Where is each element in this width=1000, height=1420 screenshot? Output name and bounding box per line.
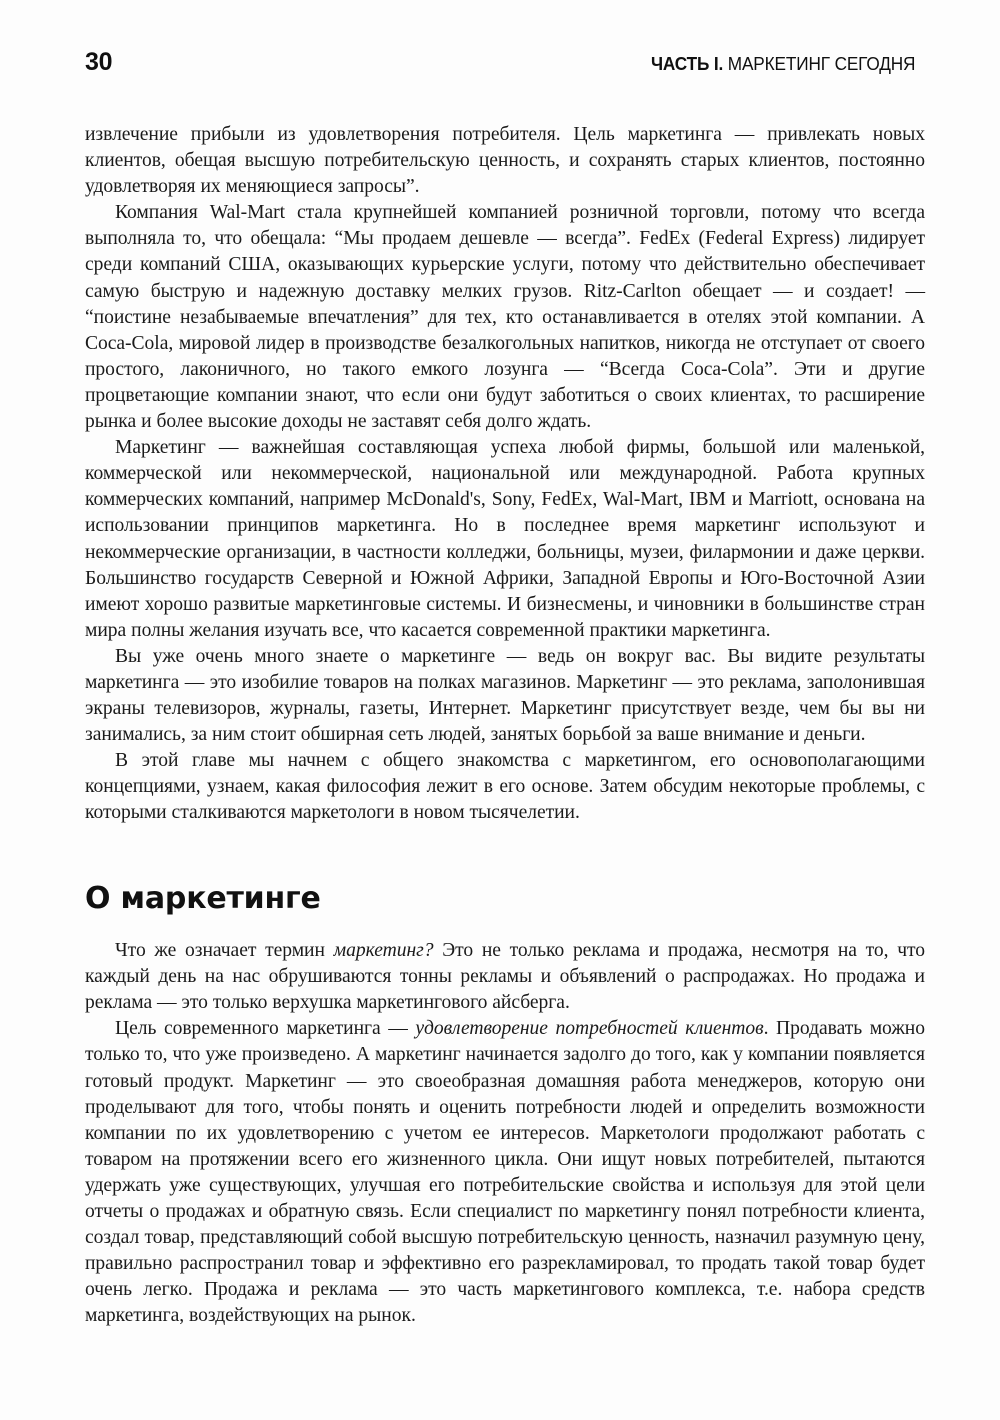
paragraph: Что же означает термин маркетинг? Это не только реклама и продажа, несмотря на то, что каждый день на нас обрушиваются тонны рекламы и объявлений о распродажах. Но продажа и реклама — это только верхушка маркетингового айсберга. xyxy=(85,940,926,1014)
paragraph: В этой главе мы начнем с общего знакомства с маркетингом, его основополагающими концепциями, узнаем, какая философия лежит в его основе. Затем обсудим некоторые проблемы, с которыми сталкиваются маркетологи в новом тысячелетии. xyxy=(85,750,925,824)
running-head-title: МАРКЕТИНГ СЕГОДНЯ xyxy=(722,53,916,74)
page-header xyxy=(85,50,925,84)
paragraph: извлечение прибыли из удовлетворения потребителя. Цель маркетинга — привлекать новых клиентов, обещая высшую потребительскую ценность, и сохранять старых клиентов, постоянно удовлетворяя их меняющиеся запросы”. xyxy=(85,124,925,198)
section-heading: О маркетинге xyxy=(85,880,321,916)
emphasized-term: маркетинг? xyxy=(333,940,434,962)
paragraph: Вы уже очень много знаете о маркетинге — ведь он вокруг вас. Вы видите результаты маркетинга — это изобилие товаров на полках магазинов. Маркетинг — это реклама, заполонившая экраны телевизоров, журналы, газеты, Интернет. Маркетинг присутствует везде, чем бы вы ни занимались, за ним стоит обширная сеть людей, занятых борьбой за ваше внимание и деньги. xyxy=(85,645,925,746)
body-paragraph-group xyxy=(85,122,925,827)
section-paragraph-group xyxy=(85,938,925,1329)
page-number: 30 xyxy=(85,48,113,76)
paragraph: Компания Wal-Mart стала крупнейшей компанией розничной торговли, потому что всегда выполняла то, что обещала: “Мы продаем дешевле — всегда”. FedEx (Federal Express) лидирует среди компаний США, оказывающих курьерские услуги, потому что действительно обеспечивает самую быструю и надежную доставку мелких грузов. Ritz-Carlton обещает — и создает! — “поистине незабываемые впечатления” для тех, кто останавливается в отелях этой компании. А Coca-Cola, мировой лидер в производстве безалкогольных напитков, никогда не отступает от своего простого, лаконичного, но такого емкого лозунга — “Всегда Coca-Cola”. Эти и другие процветающие компании знают, что если они будут заботиться о своих клиентах, то расширение рынка и более высокие доходы не заставят себя долго ждать. xyxy=(85,202,925,433)
running-head xyxy=(651,55,915,74)
running-head-part: ЧАСТЬ I. xyxy=(650,53,723,74)
heading-spacer-above xyxy=(85,827,925,883)
heading-spacer-below xyxy=(85,914,925,938)
paragraph: Цель современного маркетинга — удовлетворение потребностей клиентов. Продавать можно только то, что уже произведено. А маркетинг начинается задолго до того, как у компании появляется готовый продукт. Маркетинг — это своеобразная домашняя работа менеджеров, которую они проделывают для того, чтобы понять и оценить потребности людей и определить возможности компании по их удовлетворению с учетом ее интересов. Маркетологи продолжают работать с товаром на протяжении всего его жизненного цикла. Они ищут новых потребителей, пытаются удержать уже существующих, улучшая его потребительские свойства и используя для этой цели отчеты о продажах и обратную связь. Если специалист по маркетингу понял потребности клиента, создал товар, представляющий собой высшую потребительскую ценность, назначил разумную цену, правильно распространил товар и эффективно его разрекламировал, то продать такой товар будет очень легко. Продажа и реклама — это часть маркетингового комплекса, т.е. набора средств маркетинга, воздействующих на рынок. xyxy=(85,1018,925,1327)
paragraph: Маркетинг — важнейшая составляющая успеха любой фирмы, большой или маленькой, коммерческой или некоммерческой, национальной или международной. Работа крупных коммерческих компаний, например McDonald's, Sony, FedEx, Wal-Mart, IBM и Marriott, основана на использовании принципов маркетинга. Но в последнее время маркетинг используют и некоммерческие организации, в частности колледжи, больницы, музеи, филармонии и даже церкви. Большинство государств Северной и Южной Африки, Западной Европы и Юго-Восточной Азии имеют хорошо развитые маркетинговые системы. И бизнесмены, и чиновники в большинстве стран мира полны желания изучать все, что касается современной практики маркетинга. xyxy=(85,437,925,641)
emphasized-term: удовлетворение потребностей клиентов xyxy=(415,1018,764,1040)
body-text-column xyxy=(85,122,925,1329)
